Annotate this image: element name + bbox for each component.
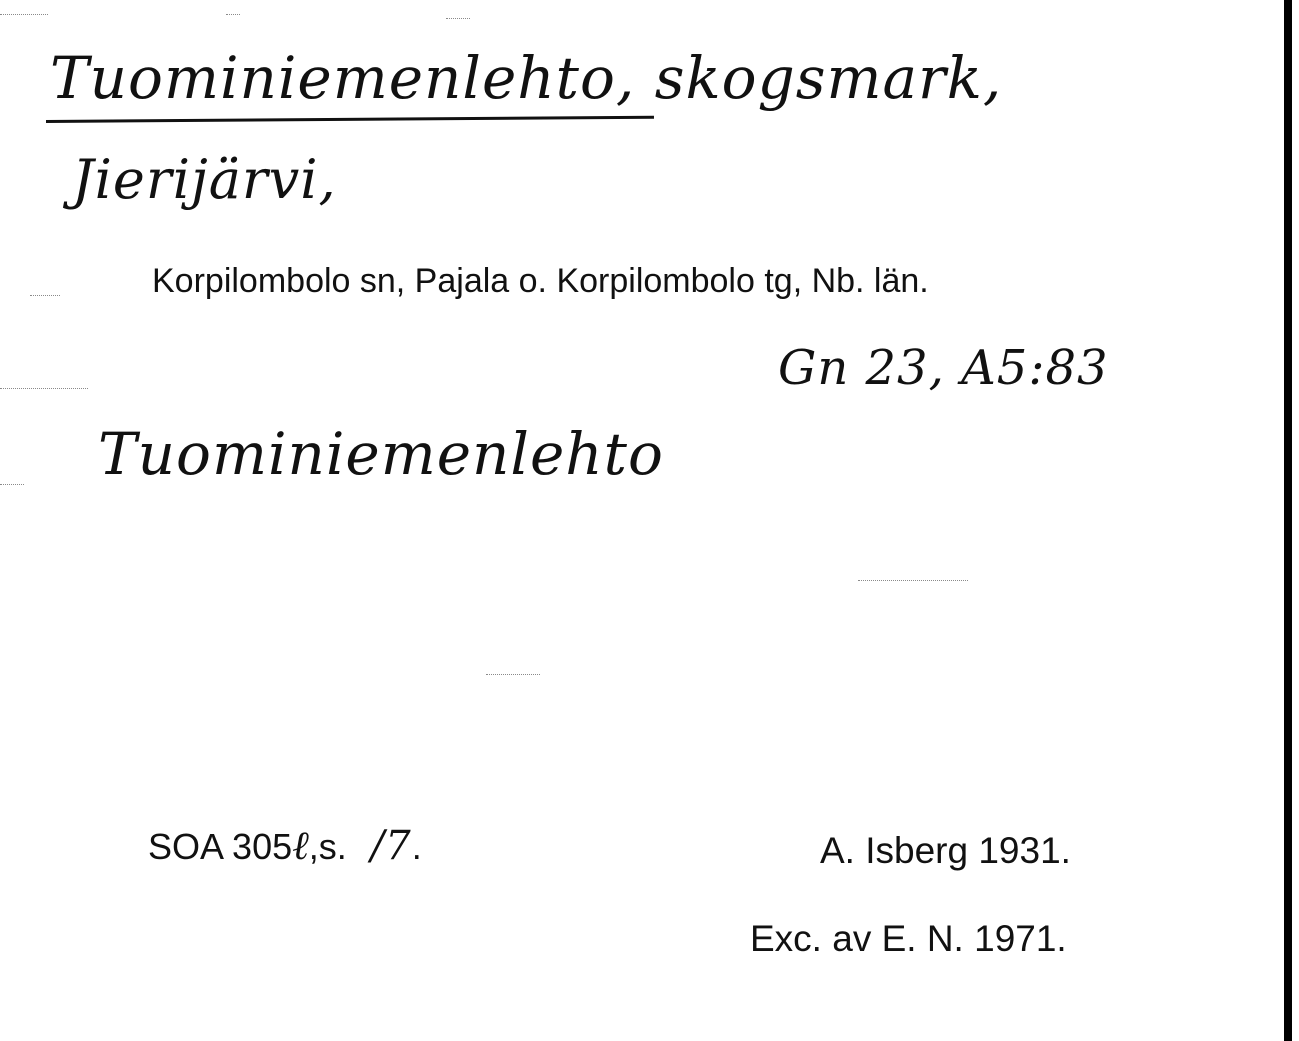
handwritten-title-rest: , skogsmark, [615, 44, 1003, 112]
source-page: /7 [370, 823, 412, 869]
source-end: . [411, 826, 422, 867]
parish-line: Korpilombolo sn, Pajala o. Korpilombolo tg, Nb. län. [152, 262, 929, 300]
scan-speck [0, 388, 88, 389]
scan-speck [226, 14, 240, 15]
source-mid: ,s. [308, 826, 347, 867]
handwritten-map-ref: Gn 23, A5:83 [778, 340, 1109, 396]
scan-speck [0, 14, 48, 15]
source-reference [148, 822, 422, 869]
scan-speck [858, 580, 968, 581]
collector-line: A. Isberg 1931. [820, 830, 1071, 871]
scan-speck [0, 484, 24, 485]
scan-speck [30, 295, 60, 296]
title-underline [46, 116, 654, 123]
handwritten-title [50, 44, 1002, 112]
handwritten-location: Jierijärvi, [72, 148, 337, 211]
handwritten-name-repeat: Tuominiemenlehto [98, 420, 664, 488]
scan-speck [446, 18, 470, 19]
excerpt-line: Exc. av E. N. 1971. [750, 918, 1067, 959]
handwritten-title-main: Tuominiemenlehto [50, 44, 616, 112]
card-edge [1284, 0, 1292, 1041]
source-prefix: SOA 305 [148, 826, 293, 867]
scan-speck [486, 674, 540, 675]
source-mark: ℓ [292, 823, 309, 869]
